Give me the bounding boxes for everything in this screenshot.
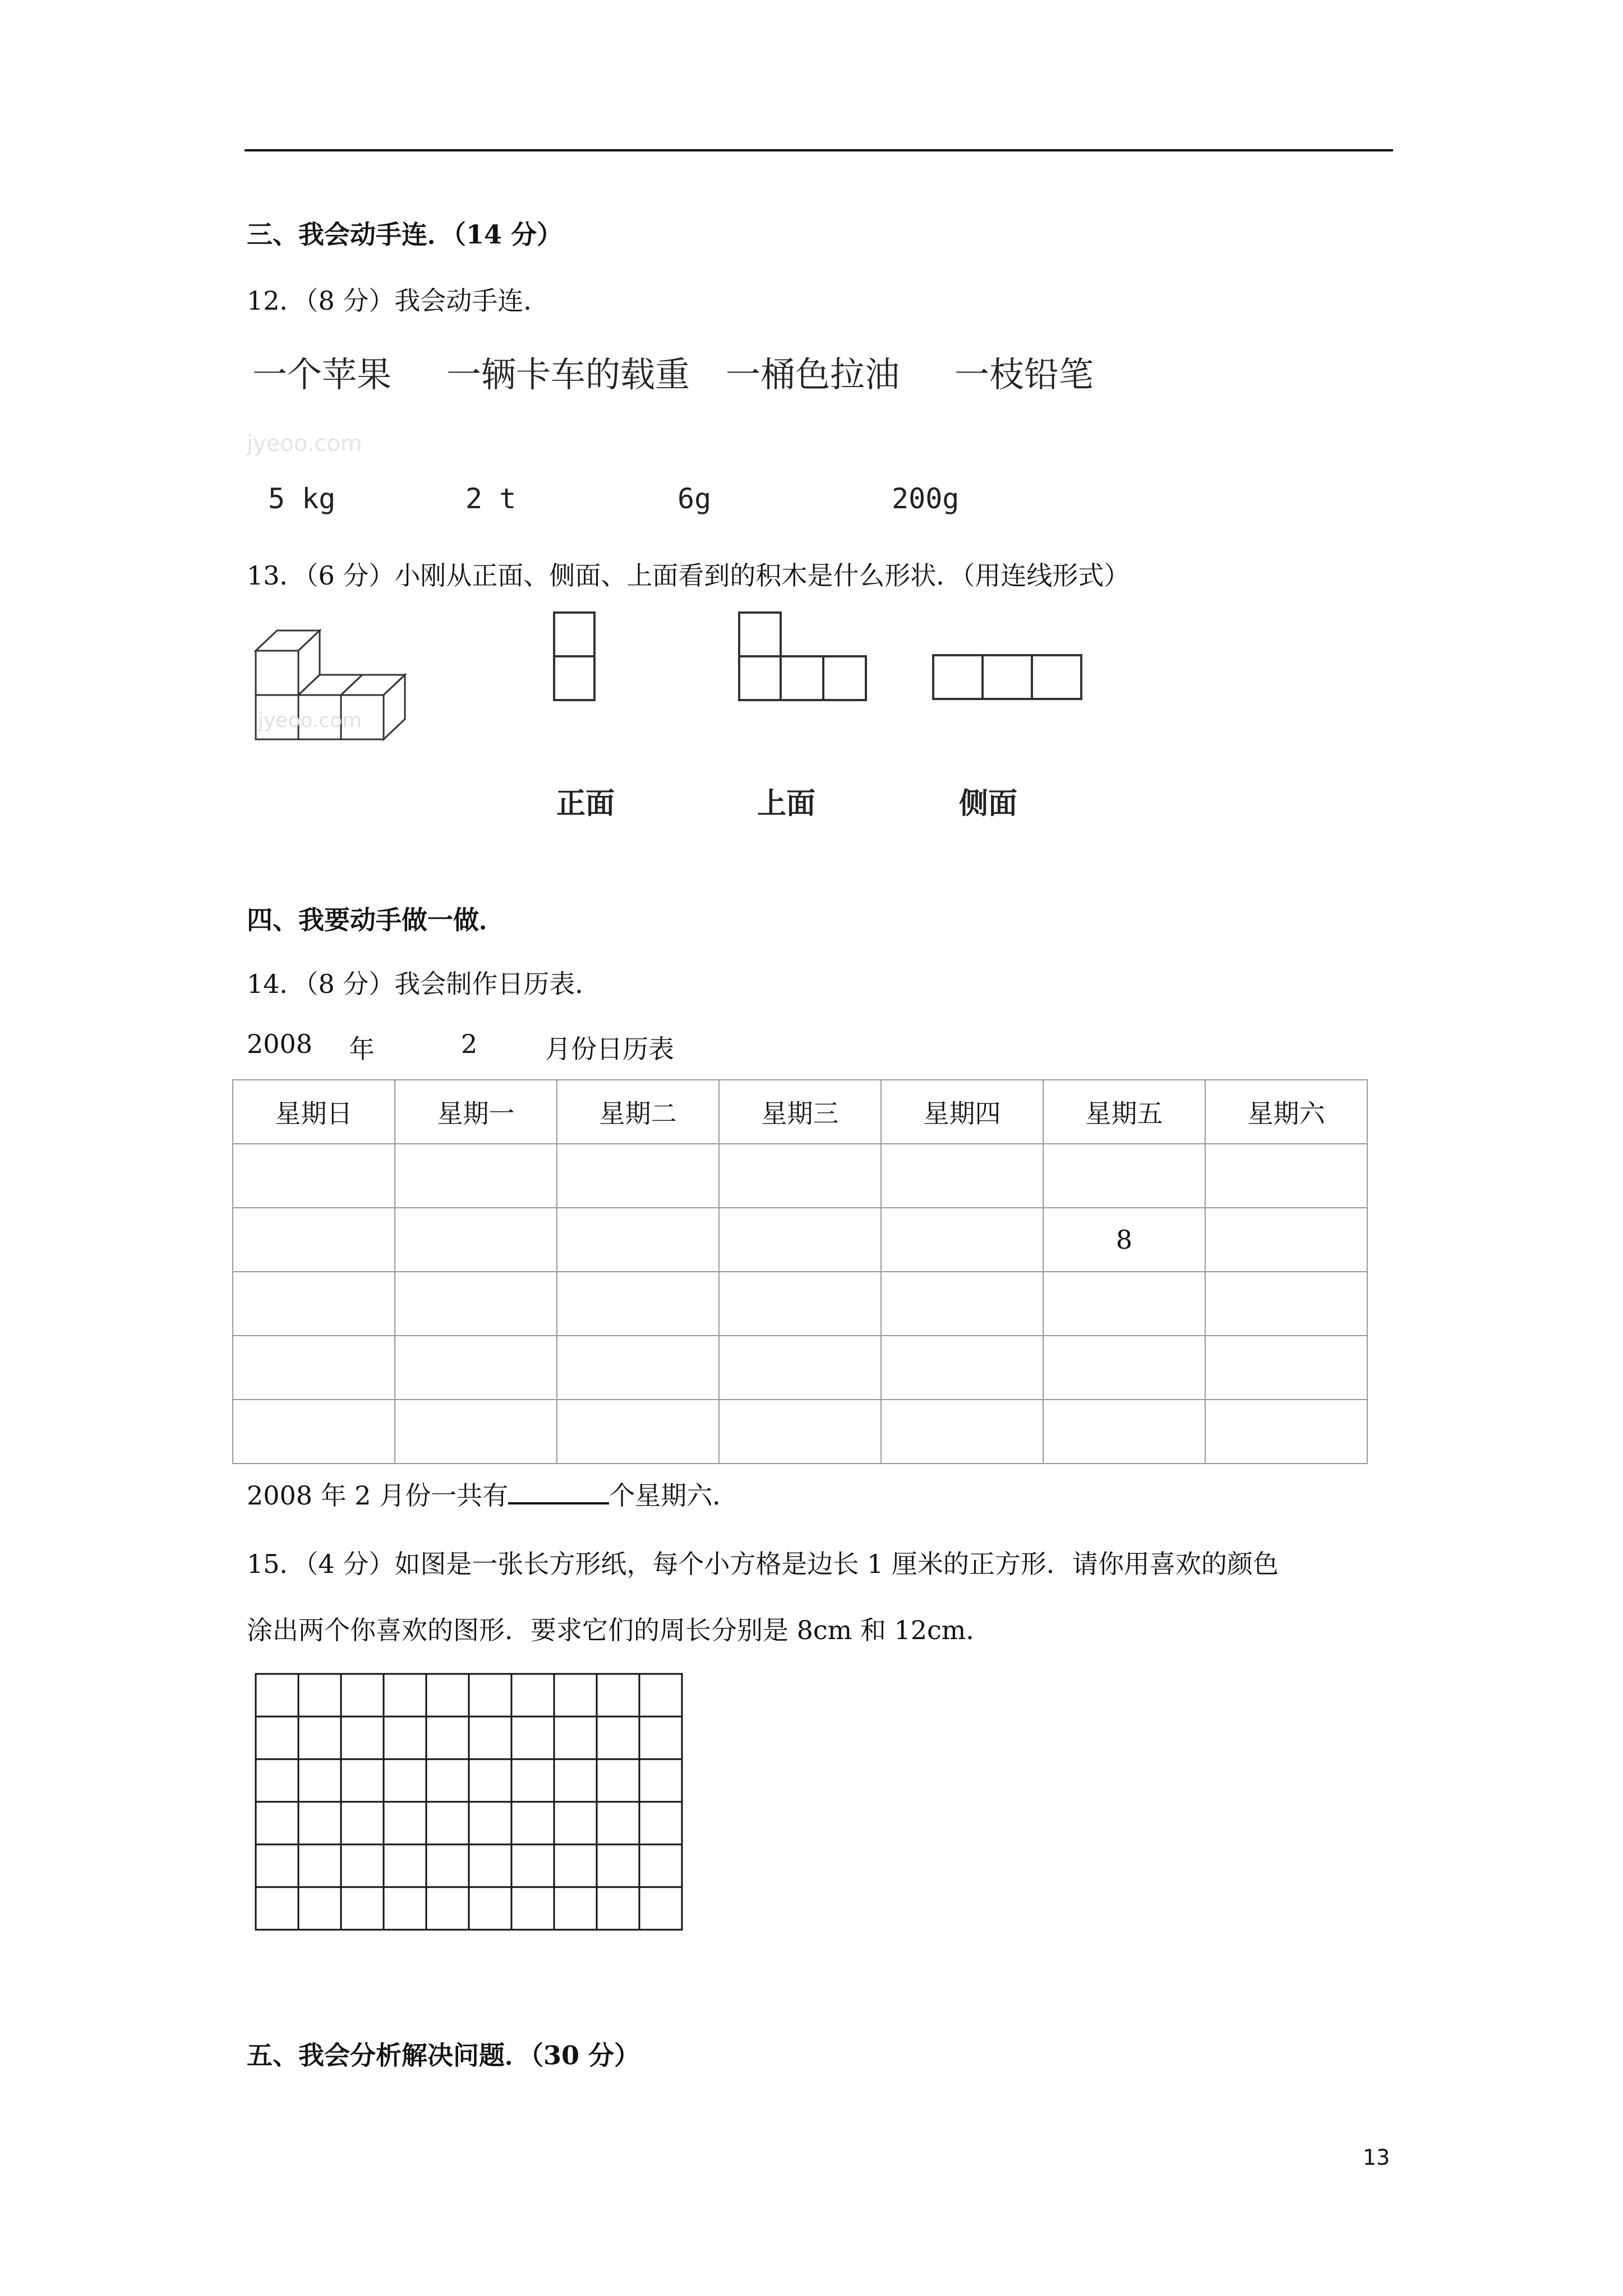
grid-square[interactable] <box>256 1887 298 1930</box>
grid-square[interactable] <box>469 1674 511 1717</box>
calendar-title-suffix: 月份日历表 <box>545 1034 674 1064</box>
calendar-row <box>233 1272 1367 1336</box>
grid-square[interactable] <box>298 1844 341 1887</box>
item-truck-load: 一辆卡车的载重 <box>446 354 690 395</box>
calendar-year: 2008 <box>247 1029 313 1059</box>
question-14-text: 14．（8 分）我会制作日历表． <box>247 969 601 999</box>
grid-square[interactable] <box>639 1844 682 1887</box>
section-4-title: 四、我要动手做一做． <box>247 905 505 935</box>
calendar-row <box>233 1208 1367 1272</box>
grid-square[interactable] <box>426 1674 469 1717</box>
calendar-cell[interactable] <box>557 1144 719 1208</box>
section-3-title: 三、我会动手连．（14 分） <box>247 219 563 250</box>
watermark: jyeoo.com <box>247 431 362 457</box>
grid-square[interactable] <box>511 1674 554 1717</box>
grid-square[interactable] <box>341 1844 384 1887</box>
grid-square[interactable] <box>298 1674 341 1717</box>
item-pencil: 一枝铅笔 <box>955 354 1094 395</box>
calendar-cell[interactable] <box>719 1336 881 1400</box>
grid-square[interactable] <box>511 1844 554 1887</box>
calendar-cell[interactable] <box>1205 1208 1367 1272</box>
grid-square[interactable] <box>511 1759 554 1802</box>
grid-square[interactable] <box>639 1887 682 1930</box>
calendar-cell[interactable] <box>881 1208 1043 1272</box>
question-15-line-1: 15．（4 分）如图是一张长方形纸，每个小方格是边长 1 厘米的正方形．请你用喜欢的颜色 <box>247 1549 1279 1579</box>
grid-square[interactable] <box>469 1802 511 1844</box>
grid-square[interactable] <box>639 1674 682 1717</box>
calendar-cell[interactable] <box>395 1208 557 1272</box>
calendar-cell[interactable] <box>1043 1144 1205 1208</box>
grid-square[interactable] <box>511 1802 554 1844</box>
grid-square[interactable] <box>639 1759 682 1802</box>
grid-square[interactable] <box>384 1674 426 1717</box>
grid-square[interactable] <box>554 1717 597 1759</box>
question-15-line-2: 涂出两个你喜欢的图形．要求它们的周长分别是 8cm 和 12cm． <box>247 1615 992 1645</box>
calendar-cell[interactable] <box>395 1400 557 1464</box>
weight-2t: 2 t <box>465 482 517 515</box>
grid-square[interactable] <box>384 1717 426 1759</box>
header-wednesday: 星期三 <box>719 1080 881 1144</box>
item-oil-bucket: 一桶色拉油 <box>726 354 900 395</box>
calendar-cell[interactable] <box>233 1400 395 1464</box>
header-saturday: 星期六 <box>1205 1080 1367 1144</box>
calendar-header-row <box>233 1080 1367 1144</box>
calendar-row <box>233 1400 1367 1464</box>
grid-square[interactable] <box>341 1887 384 1930</box>
grid-square[interactable] <box>256 1717 298 1759</box>
grid-square[interactable] <box>426 1802 469 1844</box>
grid-square[interactable] <box>256 1759 298 1802</box>
grid-square[interactable] <box>384 1802 426 1844</box>
question-12-text: 12．（8 分）我会动手连． <box>247 286 550 316</box>
grid-square[interactable] <box>511 1887 554 1930</box>
grid-square[interactable] <box>597 1759 639 1802</box>
calendar-cell[interactable] <box>557 1272 719 1336</box>
grid-square[interactable] <box>256 1844 298 1887</box>
grid-square[interactable] <box>298 1802 341 1844</box>
calendar-cell[interactable] <box>881 1144 1043 1208</box>
grid-square[interactable] <box>298 1887 341 1930</box>
calendar-cell[interactable] <box>719 1208 881 1272</box>
grid-square[interactable] <box>426 1844 469 1887</box>
grid-square[interactable] <box>639 1802 682 1844</box>
calendar-row <box>233 1336 1367 1400</box>
grid-square[interactable] <box>597 1802 639 1844</box>
grid-square[interactable] <box>426 1887 469 1930</box>
grid-square[interactable] <box>384 1887 426 1930</box>
header-monday: 星期一 <box>395 1080 557 1144</box>
calendar-cell[interactable] <box>1205 1336 1367 1400</box>
block-figure <box>247 617 426 757</box>
calendar-cell[interactable] <box>1205 1272 1367 1336</box>
front-view-figure <box>553 611 598 707</box>
weight-200g: 200g <box>892 482 960 515</box>
label-side-view: 侧面 <box>959 787 1018 821</box>
calendar-cell[interactable] <box>719 1144 881 1208</box>
calendar-cell[interactable] <box>1043 1400 1205 1464</box>
grid-square[interactable] <box>597 1844 639 1887</box>
calendar-cell[interactable] <box>1205 1400 1367 1464</box>
calendar-cell[interactable] <box>395 1336 557 1400</box>
header-tuesday: 星期二 <box>557 1080 719 1144</box>
grid-square[interactable] <box>511 1717 554 1759</box>
calendar-table <box>232 1079 1368 1464</box>
top-view-figure <box>738 611 873 707</box>
calendar-cell[interactable] <box>557 1208 719 1272</box>
grid-square[interactable] <box>426 1717 469 1759</box>
grid-square[interactable] <box>341 1717 384 1759</box>
grid-square[interactable] <box>341 1674 384 1717</box>
grid-square[interactable] <box>341 1759 384 1802</box>
grid-square[interactable] <box>469 1759 511 1802</box>
calendar-cell[interactable] <box>557 1400 719 1464</box>
calendar-cell[interactable] <box>233 1336 395 1400</box>
header-friday: 星期五 <box>1043 1080 1205 1144</box>
grid-square[interactable] <box>341 1802 384 1844</box>
label-front-view: 正面 <box>556 787 615 821</box>
grid-square[interactable] <box>426 1759 469 1802</box>
saturday-count-question <box>247 1475 738 1512</box>
calendar-cell[interactable] <box>233 1272 395 1336</box>
calendar-cell[interactable] <box>881 1400 1043 1464</box>
calendar-cell[interactable] <box>233 1208 395 1272</box>
calendar-cell[interactable] <box>1043 1272 1205 1336</box>
calendar-month: 2 <box>461 1029 478 1059</box>
calendar-cell[interactable] <box>233 1144 395 1208</box>
grid-square[interactable] <box>298 1717 341 1759</box>
item-apple: 一个苹果 <box>252 354 392 395</box>
side-view-figure <box>932 654 1089 705</box>
grid-square[interactable] <box>469 1844 511 1887</box>
calendar-year-unit: 年 <box>349 1034 375 1064</box>
calendar-cell-given-8: 8 <box>1043 1208 1205 1272</box>
grid-square[interactable] <box>384 1759 426 1802</box>
saturday-count-suffix: 个星期六． <box>609 1480 739 1511</box>
calendar-cell[interactable] <box>881 1272 1043 1336</box>
grid-square[interactable] <box>469 1887 511 1930</box>
page-number: 13 <box>1363 2145 1390 2170</box>
section-5-title: 五、我会分析解决问题．（30 分） <box>247 2040 640 2070</box>
calendar-cell[interactable] <box>1205 1144 1367 1208</box>
saturday-count-blank[interactable] <box>508 1480 609 1504</box>
label-top-view: 上面 <box>757 787 816 821</box>
grid-square[interactable] <box>256 1802 298 1844</box>
grid-square[interactable] <box>597 1674 639 1717</box>
header-thursday: 星期四 <box>881 1080 1043 1144</box>
grid-square[interactable] <box>554 1844 597 1887</box>
grid-square[interactable] <box>256 1674 298 1717</box>
header-rule <box>245 149 1393 151</box>
calendar-cell[interactable] <box>557 1336 719 1400</box>
saturday-count-prefix: 2008 年 2 月份一共有 <box>247 1480 509 1511</box>
weight-5kg: 5 kg <box>268 482 336 515</box>
calendar-cell[interactable] <box>1043 1336 1205 1400</box>
header-sunday: 星期日 <box>233 1080 395 1144</box>
grid-square[interactable] <box>554 1887 597 1930</box>
calendar-cell[interactable] <box>395 1144 557 1208</box>
grid-square[interactable] <box>639 1717 682 1759</box>
grid-square[interactable] <box>597 1717 639 1759</box>
figure-watermark: jyeoo.com <box>258 709 362 732</box>
question-13-text: 13．（6 分）小刚从正面、侧面、上面看到的积木是什么形状．（用连线形式） <box>247 560 1130 591</box>
calendar-cell[interactable] <box>395 1272 557 1336</box>
grid-square[interactable] <box>554 1674 597 1717</box>
grid-square[interactable] <box>554 1759 597 1802</box>
grid-square[interactable] <box>554 1802 597 1844</box>
grid-square[interactable] <box>597 1887 639 1930</box>
grid-square[interactable] <box>298 1759 341 1802</box>
calendar-row <box>233 1144 1367 1208</box>
square-grid-paper[interactable] <box>255 1673 686 1936</box>
calendar-cell[interactable] <box>881 1336 1043 1400</box>
calendar-cell[interactable] <box>719 1272 881 1336</box>
weight-6g: 6g <box>677 482 712 515</box>
grid-square[interactable] <box>469 1717 511 1759</box>
grid-square[interactable] <box>384 1844 426 1887</box>
calendar-cell[interactable] <box>719 1400 881 1464</box>
